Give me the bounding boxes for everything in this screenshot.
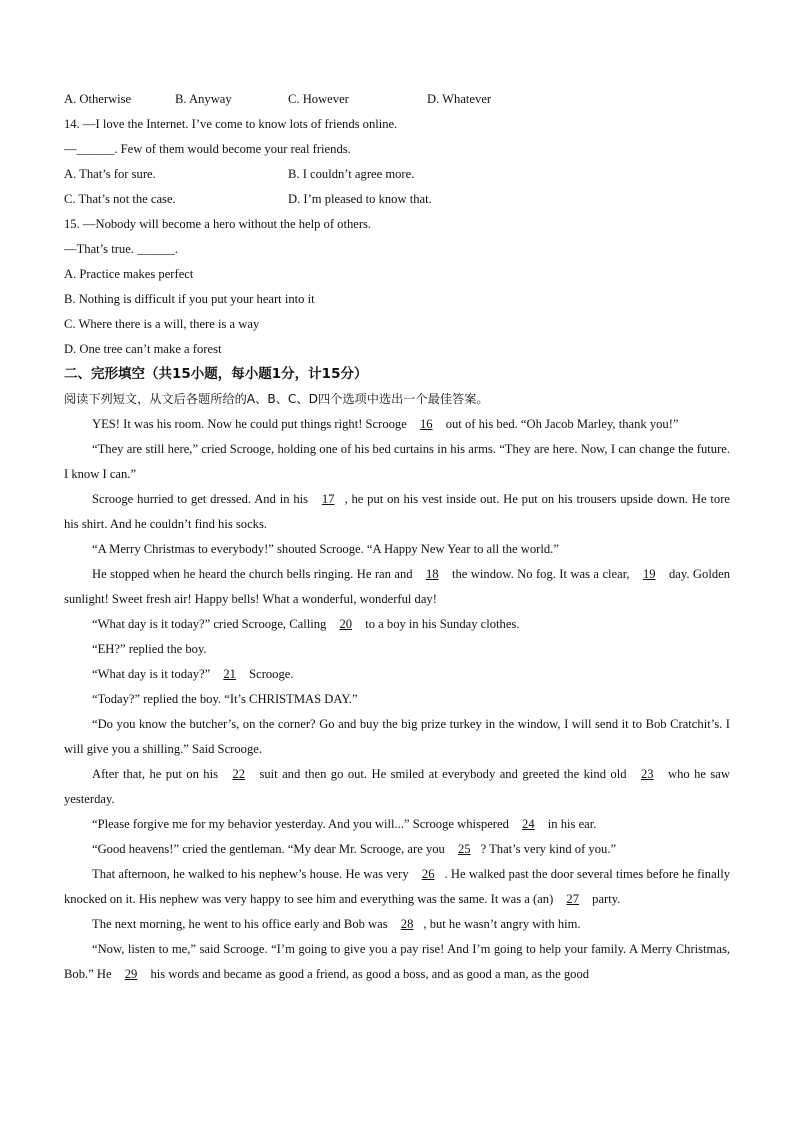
passage-paragraph: Scrooge hurried to get dressed. And in his 17 , he put on his vest inside out. He put on his trousers upside down. He tore his shirt. And he couldn’t find his socks. (64, 492, 730, 531)
q15-option-a: A. Practice makes perfect (64, 267, 194, 281)
blank-21: 21 (223, 667, 236, 681)
q14-option-c: C. That’s not the case. (64, 192, 176, 206)
exam-page (64, 87, 730, 987)
q14-option-b: B. I couldn’t agree more. (288, 167, 415, 181)
passage-paragraph: The next morning, he went to his office early and Bob was 28 , but he wasn’t angry with him. (92, 917, 581, 931)
passage-paragraph: “Good heavens!” cried the gentleman. “My dear Mr. Scrooge, are you 25 ? That’s very kind of you.” (92, 842, 617, 856)
blank-26: 26 (421, 867, 435, 881)
blank-24: 24 (522, 817, 535, 831)
blank-25: 25 (458, 842, 471, 856)
q13-option-d: D. Whatever (427, 92, 492, 106)
passage-paragraph: “EH?” replied the boy. (92, 642, 207, 656)
q13-options (64, 87, 730, 112)
blank-23: 23 (640, 767, 654, 781)
blank-20: 20 (339, 617, 353, 631)
q15-option-b: B. Nothing is difficult if you put your heart into it (64, 292, 315, 306)
passage-paragraph: “They are still here,” cried Scrooge, holding one of his bed curtains in his arms. “They are here. Now, I can change the future. I know I can.” (64, 442, 730, 481)
q15-blank: ______ (137, 242, 175, 256)
passage-paragraph: That afternoon, he walked to his nephew’s house. He was very 26 . He walked past the door several times before he finally knocked on it. His nephew was very happy to see him and everything was the same. It was a (an) 27 party. (64, 867, 730, 906)
q14-prompt: 14. —I love the Internet. I’ve come to know lots of friends online. (64, 117, 398, 131)
q13-option-b: B. Anyway (175, 92, 232, 106)
blank-28: 28 (400, 917, 414, 931)
passage-paragraph: YES! It was his room. Now he could put things right! Scrooge 16 out of his bed. “Oh Jacob Marley, thank you!” (92, 417, 679, 431)
passage-paragraph: After that, he put on his 22 suit and then go out. He smiled at everybody and greeted the kind old 23 who he saw yesterday. (64, 767, 730, 806)
passage-paragraph: “Do you know the butcher’s, on the corner? Go and buy the big prize turkey in the window, I will send it to Bob Cratchit’s. I will give you a shilling.” Said Scrooge. (64, 717, 730, 756)
q15-reply: —That’s true. ______. (64, 242, 179, 256)
passage-paragraph: He stopped when he heard the church bells ringing. He ran and 18 the window. No fog. It was a clear, 19 day. Golden sunlight! Sweet fresh air! Happy bells! What a wonderful, wonderful day! (64, 567, 731, 606)
blank-17: 17 (321, 492, 335, 506)
passage-paragraph: “Please forgive me for my behavior yesterday. And you will...” Scrooge whispered 24 in his ear. (92, 817, 597, 831)
q14-blank: ______ (76, 142, 115, 156)
q14-option-d: D. I’m pleased to know that. (288, 192, 432, 206)
q14-reply: —______. Few of them would become your real friends. (64, 142, 351, 156)
q14-option-a: A. That’s for sure. (64, 167, 156, 181)
passage-paragraph: “What day is it today?” 21 Scrooge. (92, 667, 294, 681)
passage-paragraph: “Today?” replied the boy. “It’s CHRISTMAS DAY.” (92, 692, 358, 706)
blank-29: 29 (124, 967, 138, 981)
passage-paragraph: “What day is it today?” cried Scrooge, Calling 20 to a boy in his Sunday clothes. (92, 617, 520, 631)
q15-option-d: D. One tree can’t make a forest (64, 342, 222, 356)
q13-option-c: C. However (288, 92, 349, 106)
passage-paragraph: “A Merry Christmas to everybody!” shouted Scrooge. “A Happy New Year to all the world.” (92, 542, 559, 556)
blank-22: 22 (232, 767, 246, 781)
section-heading: 二、完形填空（共15小题，每小题1分，计15分） (64, 366, 368, 382)
blank-27: 27 (566, 892, 580, 906)
q15-option-c: C. Where there is a will, there is a way (64, 317, 260, 331)
blank-18: 18 (425, 567, 439, 581)
blank-19: 19 (642, 567, 656, 581)
q14-options-row2 (64, 187, 730, 212)
passage-paragraph: “Now, listen to me,” said Scrooge. “I’m going to give you a pay rise! And I’m going to help your family. A Merry Christmas, Bob.” He 29 his words and became as good a friend, as good a boss, and as good a man, as the good (64, 942, 730, 981)
section-instruction: 阅读下列短文，从文后各题所给的A、B、C、D四个选项中选出一个最佳答案。 (64, 392, 489, 406)
q15-prompt: 15. —Nobody will become a hero without the help of others. (64, 217, 372, 231)
q14-options-row1 (64, 162, 730, 187)
blank-16: 16 (419, 417, 433, 431)
q13-option-a: A. Otherwise (64, 92, 132, 106)
